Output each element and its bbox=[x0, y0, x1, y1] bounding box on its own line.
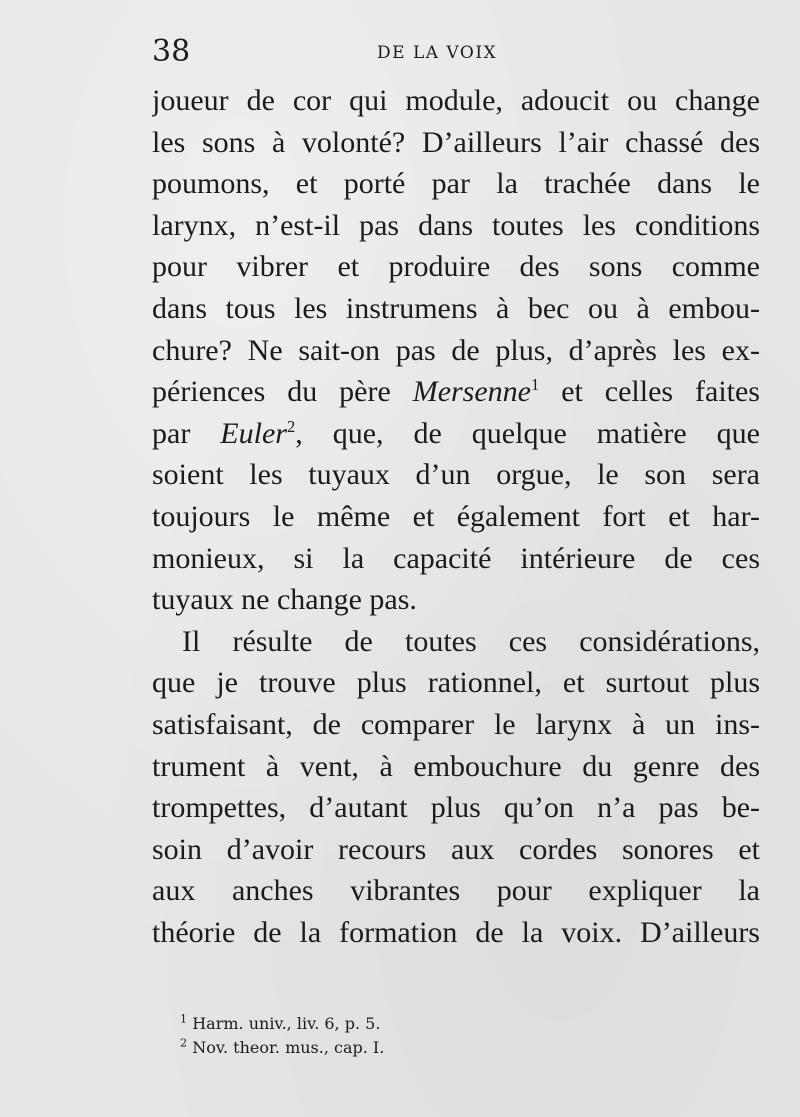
text-line-with-footnote-ref bbox=[152, 413, 760, 455]
text-line: trument à vent, à embouchure du genre des bbox=[152, 749, 760, 783]
text-line: les sons à volonté? D’ailleurs l’air chassé des bbox=[152, 125, 760, 159]
text-line: aux anches vibrantes pour expliquer la bbox=[152, 874, 760, 908]
page-number: 38 bbox=[152, 34, 191, 69]
text-line: tuyaux ne change pas. bbox=[152, 583, 417, 617]
author-name-euler: Euler bbox=[220, 416, 287, 450]
footnote-marker: 1 bbox=[180, 1012, 188, 1026]
page-header bbox=[152, 30, 760, 80]
text-line: satisfaisant, de comparer le larynx à un ins- bbox=[152, 707, 760, 741]
footnotes bbox=[180, 1012, 740, 1060]
paragraph-start-line: Il résulte de toutes ces considérations, bbox=[182, 624, 760, 658]
footnote-2 bbox=[180, 1036, 740, 1060]
footnote-1 bbox=[180, 1012, 740, 1036]
text-line: joueur de cor qui module, adoucit ou change bbox=[152, 84, 760, 117]
footnote-text: Harm. univ., liv. 6, p. 5. bbox=[192, 1014, 381, 1033]
text-line: que je trouve plus rationnel, et surtout plus bbox=[152, 666, 760, 700]
text-line: soient les tuyaux d’un orgue, le son sera bbox=[152, 458, 760, 492]
text-line: monieux, si la capacité intérieure de ces bbox=[152, 541, 760, 575]
footnote-marker: 2 bbox=[180, 1036, 188, 1050]
text-segment: périences du père bbox=[152, 375, 413, 409]
text-line: pour vibrer et produire des sons comme bbox=[152, 250, 760, 284]
text-segment: par bbox=[152, 416, 221, 450]
body-text bbox=[152, 80, 760, 953]
text-line-with-footnote-ref bbox=[152, 371, 760, 413]
text-segment: et celles faites bbox=[539, 375, 760, 409]
text-line: soin d’avoir recours aux cordes sonores et bbox=[152, 832, 760, 866]
text-line: poumons, et porté par la trachée dans le bbox=[152, 167, 760, 201]
text-line: dans tous les instrumens à bec ou à embou- bbox=[152, 291, 760, 325]
text-line: chure? Ne sait-on pas de plus, d’après les ex- bbox=[152, 333, 760, 367]
text-line: larynx, n’est-il pas dans toutes les conditions bbox=[152, 208, 760, 242]
text-line: toujours le même et également fort et har- bbox=[152, 499, 760, 533]
running-title: DE LA VOIX bbox=[377, 43, 498, 63]
footnote-ref-2[interactable]: 2 bbox=[286, 416, 296, 436]
text-segment: , que, de quelque matière que bbox=[295, 416, 760, 450]
text-line: trompettes, d’autant plus qu’on n’a pas be- bbox=[152, 791, 760, 825]
footnote-text: Nov. theor. mus., cap. I. bbox=[192, 1038, 385, 1057]
text-line: théorie de la formation de la voix. D’ailleurs bbox=[152, 915, 760, 949]
author-name-mersenne: Mersenne bbox=[412, 375, 531, 409]
footnote-ref-1[interactable]: 1 bbox=[531, 375, 540, 395]
